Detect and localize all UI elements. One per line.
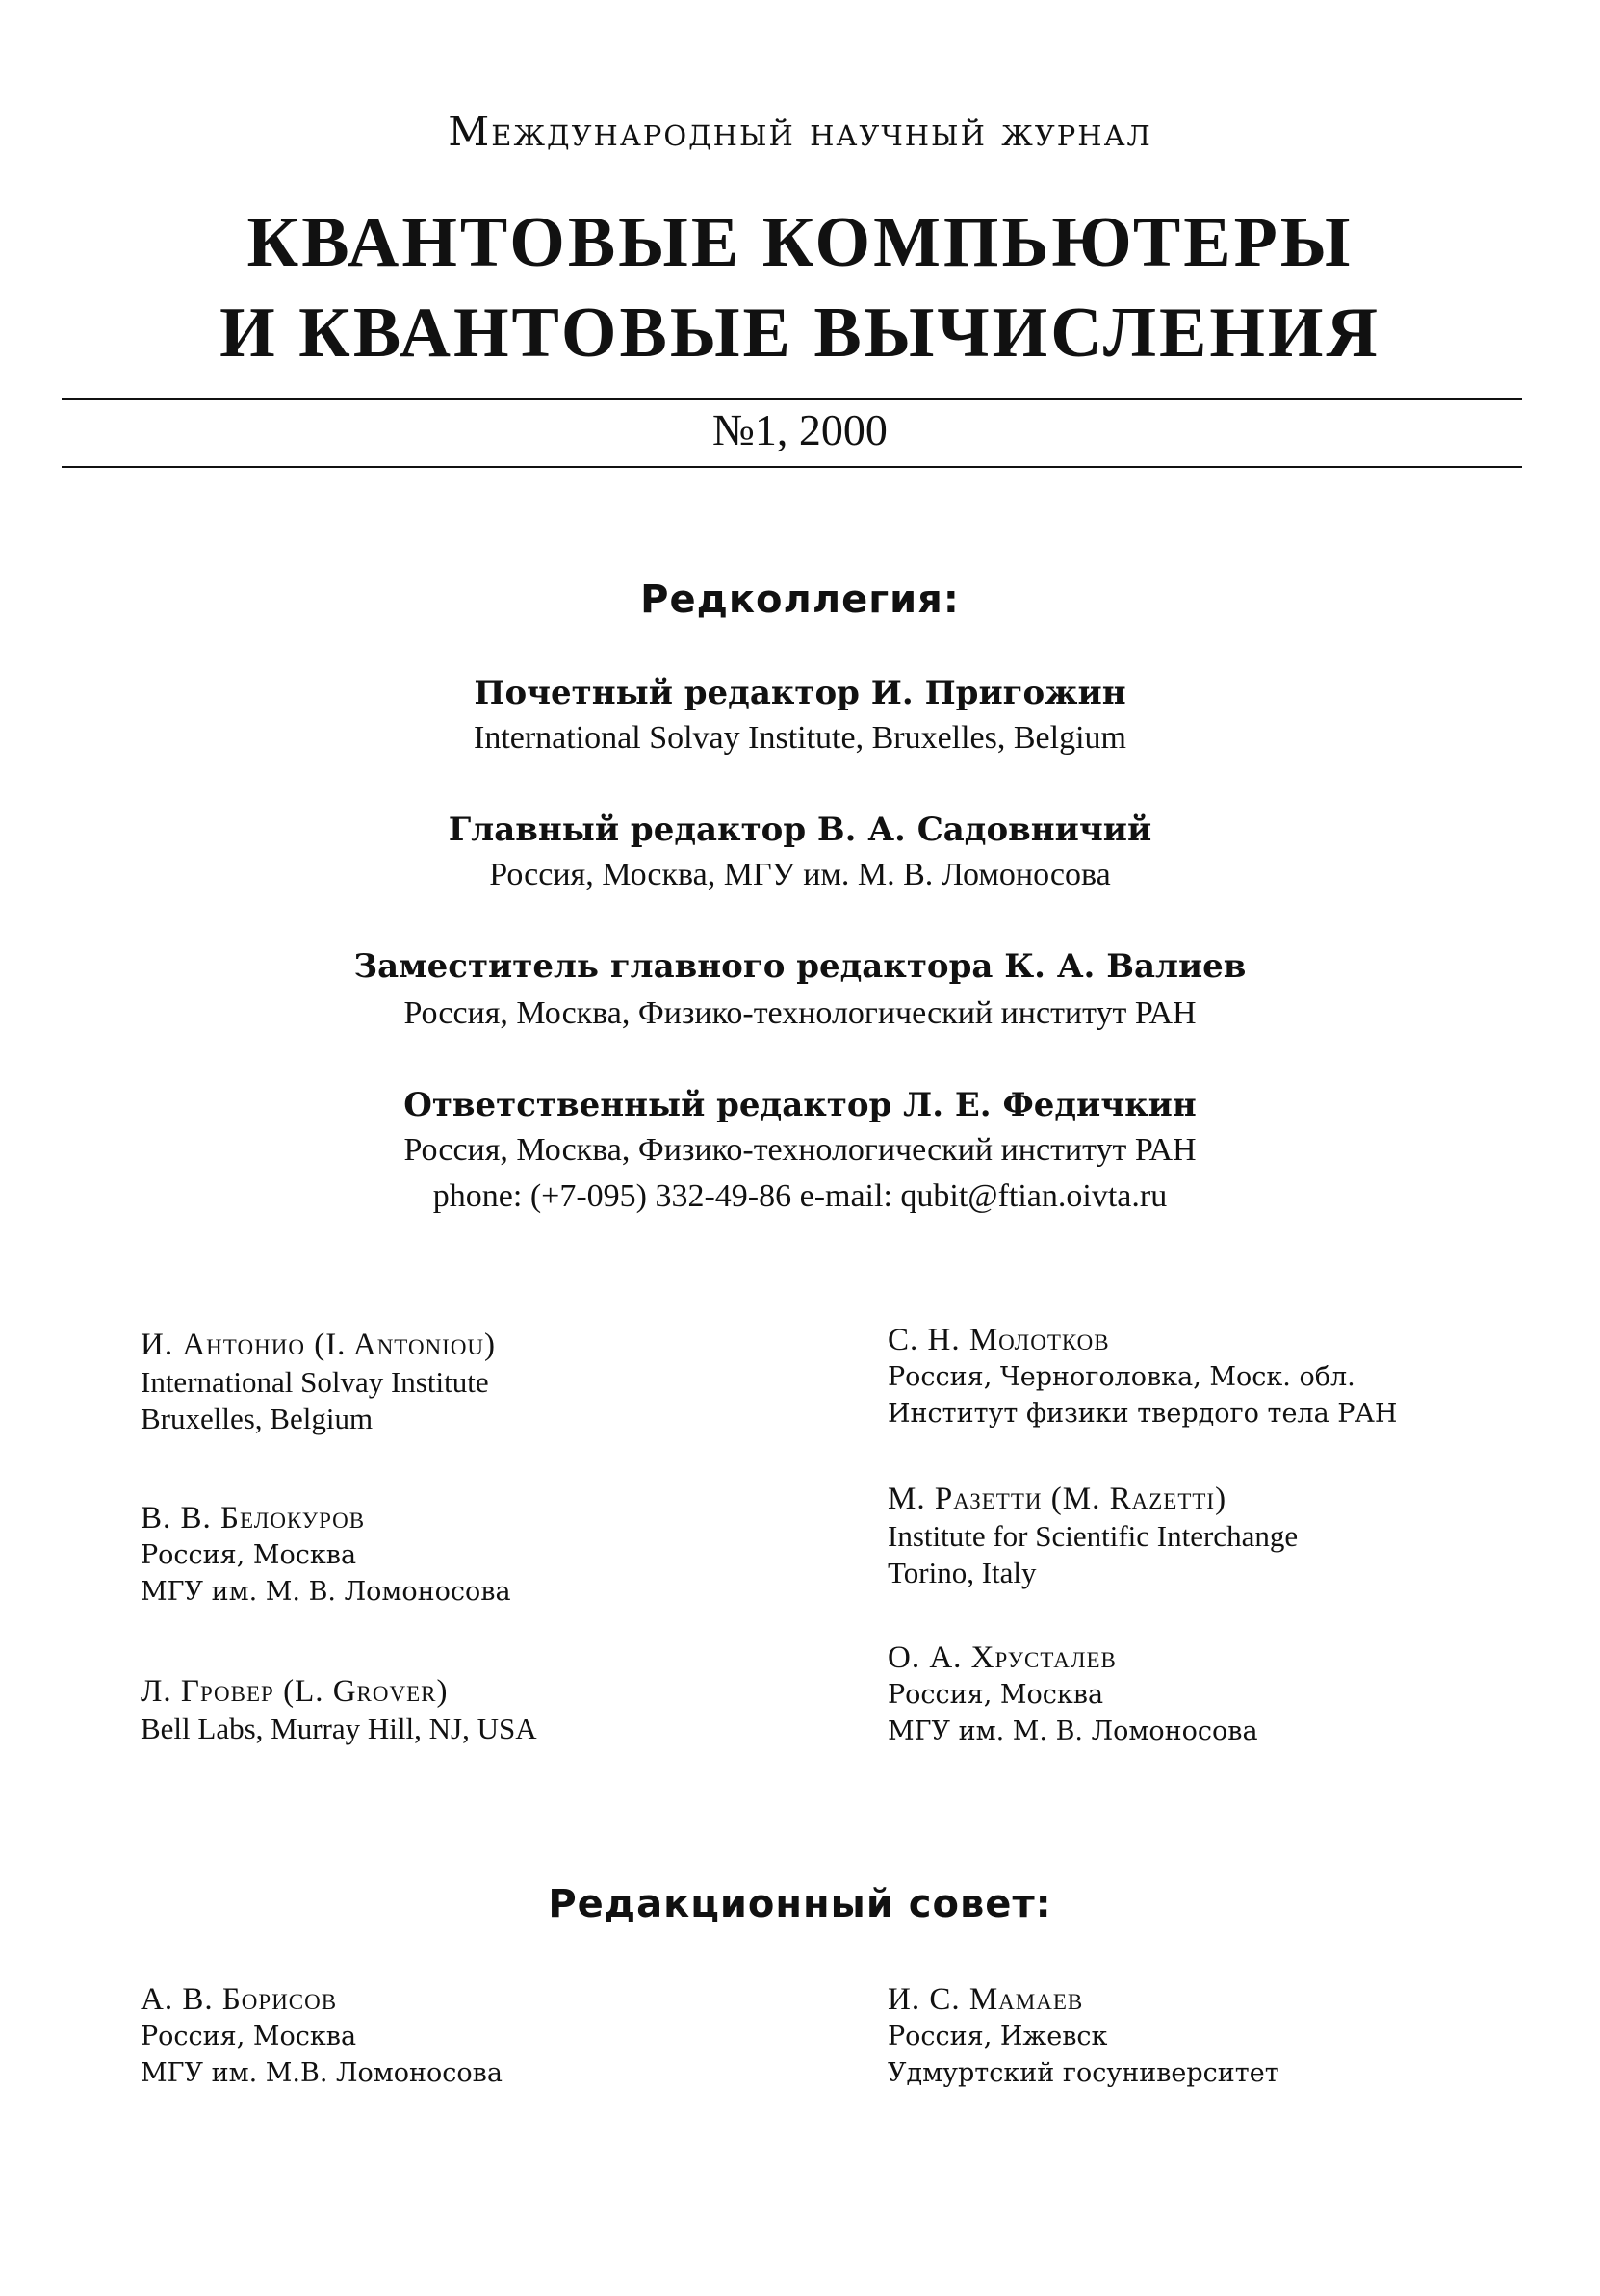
member-name: О. А. Хрусталев bbox=[888, 1640, 1117, 1675]
member-affiliation: Россия, Ижевск bbox=[888, 2022, 1108, 2051]
member-affiliation: International Solvay Institute bbox=[141, 1365, 489, 1399]
managing-editor-contact: phone: (+7-095) 332-49-86 e-mail: qubit@ftian.oivta.ru bbox=[432, 1178, 1168, 1214]
board-member bbox=[141, 1499, 511, 1611]
member-name: С. Н. Молотков bbox=[888, 1323, 1110, 1357]
chief-editor-title: Главный редактор В. А. Садовничий bbox=[448, 811, 1152, 849]
honorary-editor-title: Почетный редактор И. Пригожин bbox=[474, 674, 1126, 712]
honorary-editor-affiliation: International Solvay Institute, Bruxelles, Belgium bbox=[474, 720, 1126, 756]
managing-editor-affiliation: Россия, Москва, Физико-технологический институт РАН bbox=[403, 1132, 1197, 1168]
managing-editor-title: Ответственный редактор Л. Е. Федичкин bbox=[403, 1086, 1197, 1124]
member-name: А. В. Борисов bbox=[141, 1982, 338, 2017]
council-member bbox=[888, 1980, 1279, 2092]
member-affiliation: Удмуртский госуниверситет bbox=[888, 2058, 1279, 2088]
board-member bbox=[141, 1672, 537, 1747]
journal-supertitle: Международный научный журнал bbox=[448, 108, 1152, 155]
journal-title-line-1: КВАНТОВЫЕ КОМПЬЮТЕРЫ bbox=[246, 203, 1354, 282]
member-name: И. Антонио (I. Antoniou) bbox=[141, 1328, 497, 1362]
board-member bbox=[141, 1326, 496, 1437]
member-affiliation: МГУ им. М.В. Ломоносова bbox=[141, 2058, 503, 2088]
board-member bbox=[888, 1480, 1298, 1591]
council-member bbox=[141, 1980, 503, 2092]
bottom-rule bbox=[62, 466, 1522, 468]
member-affiliation: Torino, Italy bbox=[888, 1556, 1037, 1589]
member-name: Л. Гровер (L. Grover) bbox=[141, 1674, 449, 1709]
deputy-editor-title: Заместитель главного редактора К. А. Валиев bbox=[353, 947, 1247, 986]
member-affiliation: Россия, Москва bbox=[141, 2022, 357, 2051]
member-affiliation: МГУ им. М. В. Ломоносова bbox=[888, 1716, 1258, 1746]
board-member bbox=[888, 1638, 1258, 1750]
board-member bbox=[888, 1321, 1397, 1432]
member-affiliation: МГУ им. М. В. Ломоносова bbox=[141, 1577, 511, 1607]
journal-title-line-2: И КВАНТОВЫЕ ВЫЧИСЛЕНИЯ bbox=[219, 294, 1381, 373]
member-affiliation: Россия, Москва bbox=[141, 1540, 357, 1570]
member-name: В. В. Белокуров bbox=[141, 1501, 366, 1535]
editorial-board-heading: Редколлегия: bbox=[640, 578, 960, 622]
member-affiliation: Bruxelles, Belgium bbox=[141, 1402, 374, 1435]
deputy-editor-affiliation: Россия, Москва, Физико-технологический институт РАН bbox=[403, 995, 1197, 1031]
member-affiliation: Россия, Черноголовка, Моск. обл. bbox=[888, 1362, 1355, 1392]
member-affiliation: Институт физики твердого тела РАН bbox=[888, 1399, 1398, 1429]
editorial-council-heading: Редакционный совет: bbox=[548, 1882, 1052, 1926]
member-affiliation: Institute for Scientific Interchange bbox=[888, 1519, 1299, 1553]
issue-number: №1, 2000 bbox=[712, 405, 888, 454]
member-affiliation: Россия, Москва bbox=[888, 1680, 1104, 1710]
top-rule bbox=[62, 398, 1522, 400]
member-name: И. С. Мамаев bbox=[888, 1982, 1084, 2017]
member-name: М. Разетти (M. Razetti) bbox=[888, 1482, 1227, 1516]
chief-editor-affiliation: Россия, Москва, МГУ им. М. В. Ломоносова bbox=[489, 857, 1111, 892]
member-affiliation: Bell Labs, Murray Hill, NJ, USA bbox=[141, 1712, 537, 1745]
